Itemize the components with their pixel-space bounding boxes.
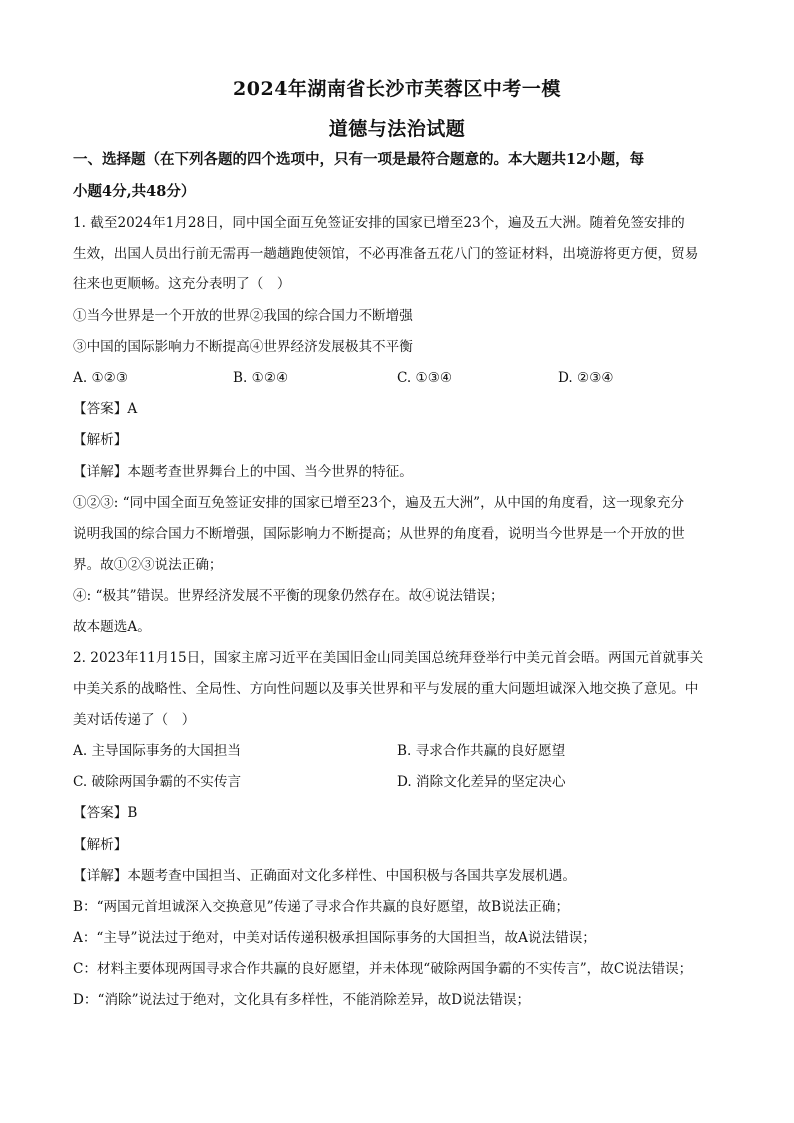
q2-stem-line-3: 美对话传递了（ ）: [73, 712, 196, 728]
q1-answer: 【答案】A: [73, 401, 138, 417]
q1-detail-line-3: 说明我国的综合国力不断增强，国际影响力不断提高；从世界的角度看，说明当今世界是一个开放的世: [73, 526, 685, 542]
q2-detail-line-4: C：材料主要体现两国寻求合作共赢的良好愿望，并未体现“破除两国争霸的不实传言”，故C说法错误；: [73, 961, 693, 977]
page-title: 2024年湖南省长沙市芙蓉区中考一模: [233, 78, 561, 100]
page-subtitle: 道德与法治试题: [328, 118, 466, 140]
q2-detail-line-5: D：“消除”说法过于绝对，文化具有多样性，不能消除差异，故D说法错误；: [73, 992, 531, 1008]
q2-stem-line-2: 中美关系的战略性、全局性、方向性问题以及事关世界和平与发展的重大问题坦诚深入地交换了意见。中: [73, 681, 699, 697]
q1-option-b: B. ①②④: [233, 370, 289, 386]
q1-detail-line-2: ①②③: “同中国全面互免签证安排的国家已增至23个，遍及五大洲”，从中国的角度看，这一现象充分: [73, 495, 685, 511]
q2-option-a: A. 主导国际事务的大国担当: [73, 743, 241, 759]
q2-option-c: C. 破除两国争霸的不实传言: [73, 774, 242, 790]
q1-stem-line-2: 生效，出国人员出行前无需再一趟趟跑使领馆，不必再准备五花八门的签证材料，出境游将更方便，贸易: [73, 246, 699, 262]
q1-option-c: C. ①③④: [397, 370, 453, 386]
q2-answer: 【答案】B: [73, 805, 138, 821]
q1-detail-line-6: 故本题选A。: [73, 619, 151, 635]
q2-option-b: B. 寻求合作共赢的良好愿望: [397, 743, 566, 759]
q1-detail-line-4: 界。故①②③说法正确；: [73, 557, 223, 573]
section-heading-line-1: 一、选择题（在下列各题的四个选项中，只有一项是最符合题意的。本大题共12小题，每: [73, 151, 645, 168]
q2-stem-line-1: 2. 2023年11月15日，国家主席习近平在美国旧金山同美国总统拜登举行中美元首会晤。两国元首就事关: [73, 650, 704, 666]
q1-statement-1: ①当今世界是一个开放的世界②我国的综合国力不断增强: [73, 308, 413, 324]
q2-detail-line-2: B：“两国元首坦诚深入交换意见”传递了寻求合作共赢的良好愿望，故B说法正确；: [73, 899, 570, 915]
q2-detail-line-1: 【详解】本题考查中国担当、正确面对文化多样性、中国积极与各国共享发展机遇。: [73, 868, 576, 884]
q1-option-a: A. ①②③: [73, 370, 129, 386]
q2-detail-line-3: A：“主导”说法过于绝对，中美对话传递积极承担国际事务的大国担当，故A说法错误；: [73, 930, 596, 946]
q1-analysis-label: 【解析】: [73, 432, 128, 448]
q1-detail-line-5: ④: “极其”错误。世界经济发展不平衡的现象仍然存在。故④说法错误；: [73, 588, 504, 604]
section-heading-line-2: 小题4分,共48分）: [73, 183, 196, 200]
q1-stem-line-3: 往来也更顺畅。这充分表明了（ ）: [73, 276, 291, 292]
q1-stem-line-1: 1. 截至2024年1月28日，同中国全面互免签证安排的国家已增至23个，遍及五大洲。随着免签安排的: [73, 215, 685, 231]
q1-option-d: D. ②③④: [558, 370, 614, 386]
q2-analysis-label: 【解析】: [73, 837, 128, 853]
q2-option-d: D. 消除文化差异的坚定决心: [397, 774, 566, 790]
q1-detail-line-1: 【详解】本题考查世界舞台上的中国、当今世界的特征。: [73, 464, 413, 480]
q1-statement-2: ③中国的国际影响力不断提高④世界经济发展极其不平衡: [73, 339, 413, 355]
